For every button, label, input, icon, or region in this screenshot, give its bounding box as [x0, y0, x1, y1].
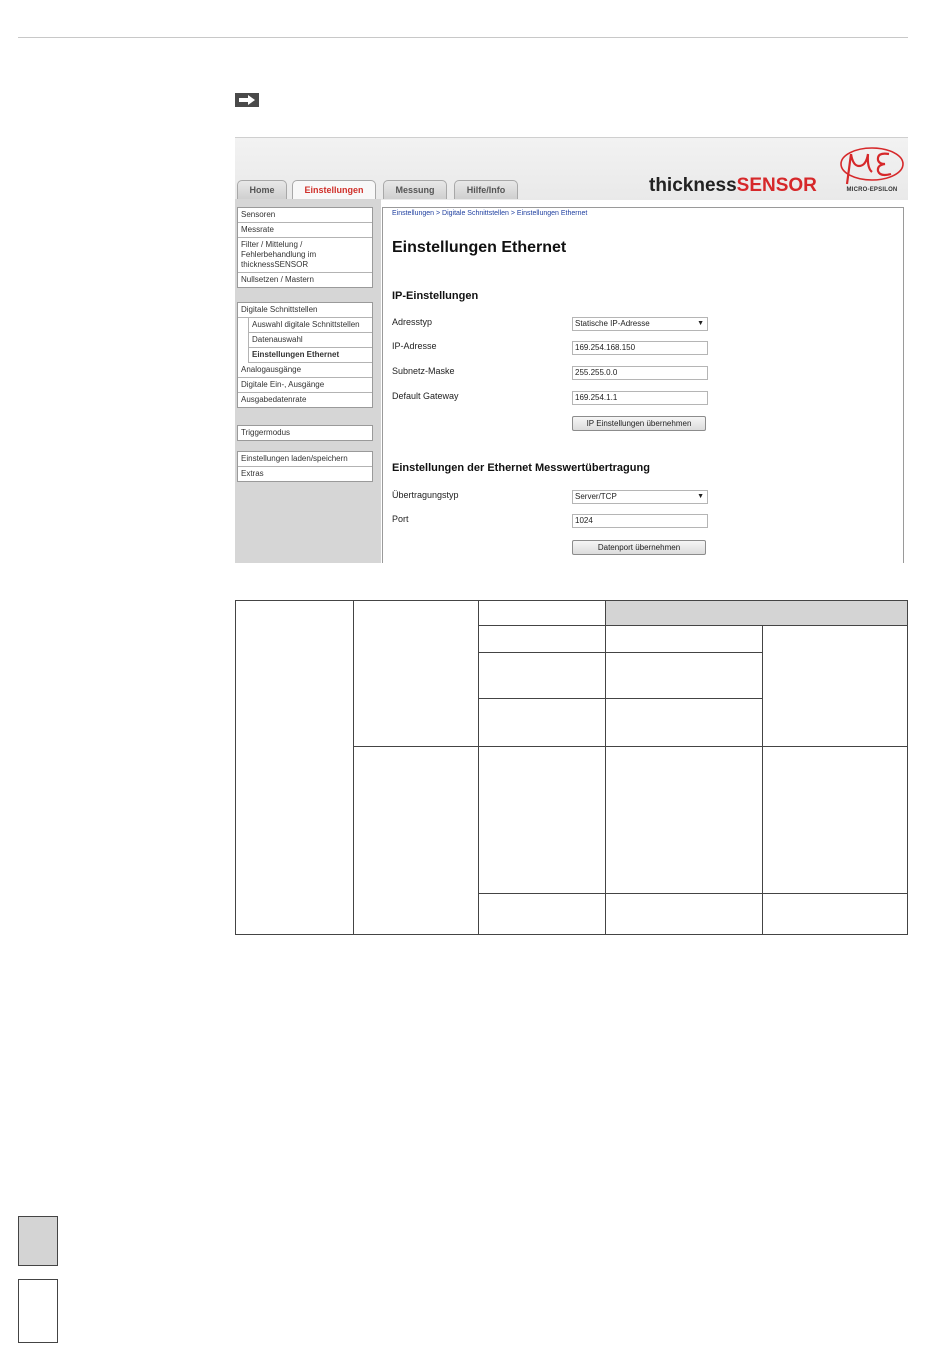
sidebar-item-auswahl-schnittstellen[interactable]: Auswahl digitale Schnittstellen	[248, 318, 372, 333]
ip-section-title: IP-Einstellungen	[392, 290, 479, 302]
sidebar-item-ausgabedatenrate[interactable]: Ausgabedatenrate	[241, 395, 307, 404]
apply-port-button[interactable]: Datenport übernehmen	[572, 540, 706, 555]
sidebar-item-digitale-ein-ausgaenge[interactable]: Digitale Ein-, Ausgänge	[238, 378, 372, 393]
table-border	[235, 600, 908, 601]
app-header	[235, 137, 908, 200]
page-top-rule	[18, 37, 908, 38]
uebertragungstyp-select[interactable]: Server/TCP ▼	[572, 490, 708, 504]
product-title: thicknessSENSOR	[649, 175, 817, 196]
ethernet-section-title: Einstellungen der Ethernet Messwertübertragung	[392, 462, 650, 474]
arrow-right-icon	[235, 93, 259, 107]
table-column-rule	[605, 600, 606, 935]
page-title: Einstellungen Ethernet	[392, 239, 567, 256]
table-column-rule	[353, 600, 354, 935]
ip-address-label: IP-Adresse	[392, 341, 437, 351]
web-interface-screenshot	[235, 137, 908, 563]
parameter-table	[235, 600, 908, 935]
breadcrumb[interactable]: Einstellungen > Digitale Schnittstellen > Einstellungen Ethernet	[392, 210, 588, 217]
main-content	[382, 207, 904, 563]
table-row-rule	[353, 746, 908, 747]
sidebar-item-messrate[interactable]: Messrate	[238, 223, 372, 238]
table-row-rule	[478, 893, 908, 894]
table-row-rule	[478, 652, 762, 653]
table-row-rule	[478, 698, 762, 699]
table-row-rule	[478, 625, 908, 626]
chevron-down-icon: ▼	[697, 320, 704, 327]
sidebar-item-sensoren[interactable]: Sensoren	[238, 208, 372, 223]
sidebar-item-extras[interactable]: Extras	[241, 469, 264, 478]
sidebar-item-laden-speichern[interactable]: Einstellungen laden/speichern	[238, 452, 372, 467]
tab-messung[interactable]: Messung	[383, 180, 447, 199]
sidebar	[235, 199, 381, 563]
uebertragungstyp-label: Übertragungstyp	[392, 490, 459, 500]
adresstyp-select[interactable]: Statische IP-Adresse ▼	[572, 317, 708, 331]
table-border	[907, 600, 908, 935]
chevron-down-icon: ▼	[697, 493, 704, 500]
sidebar-item-digitale-schnittstellen[interactable]: Digitale Schnittstellen	[238, 303, 372, 318]
sidebar-group-1	[237, 207, 373, 288]
tab-einstellungen[interactable]: Einstellungen	[292, 180, 376, 200]
sidebar-item-analogausgaenge[interactable]: Analogausgänge	[238, 363, 372, 378]
default-gateway-label: Default Gateway	[392, 391, 459, 401]
chapter-marker-box	[18, 1216, 58, 1266]
adresstyp-label: Adresstyp	[392, 317, 433, 327]
table-column-rule	[478, 600, 479, 935]
sidebar-item-filter[interactable]: Filter / Mittelung / Fehlerbehandlung im thicknessSENSOR	[238, 238, 372, 273]
apply-ip-settings-button[interactable]: IP Einstellungen übernehmen	[572, 416, 706, 431]
sidebar-item-nullsetzen[interactable]: Nullsetzen / Mastern	[241, 275, 314, 284]
table-header-cell	[605, 600, 908, 625]
table-border	[235, 600, 236, 935]
default-gateway-input[interactable]: 169.254.1.1	[572, 391, 708, 405]
tab-home[interactable]: Home	[237, 180, 287, 199]
micro-epsilon-logo	[839, 146, 905, 198]
logo-text: MICRO-EPSILON	[846, 187, 898, 193]
chapter-marker-box	[18, 1279, 58, 1343]
subnet-mask-label: Subnetz-Maske	[392, 366, 455, 376]
sidebar-group-2	[237, 302, 373, 408]
port-label: Port	[392, 514, 409, 524]
sidebar-group-4	[237, 451, 373, 482]
table-border	[235, 934, 908, 935]
tab-hilfe-info[interactable]: Hilfe/Info	[454, 180, 518, 199]
sidebar-group-3	[237, 425, 373, 441]
ip-address-input[interactable]: 169.254.168.150	[572, 341, 708, 355]
table-column-rule	[762, 625, 763, 935]
port-input[interactable]: 1024	[572, 514, 708, 528]
sidebar-item-triggermodus[interactable]: Triggermodus	[241, 428, 291, 437]
sidebar-item-einstellungen-ethernet[interactable]: Einstellungen Ethernet	[248, 348, 372, 363]
sidebar-item-datenauswahl[interactable]: Datenauswahl	[248, 333, 372, 348]
subnet-mask-input[interactable]: 255.255.0.0	[572, 366, 708, 380]
